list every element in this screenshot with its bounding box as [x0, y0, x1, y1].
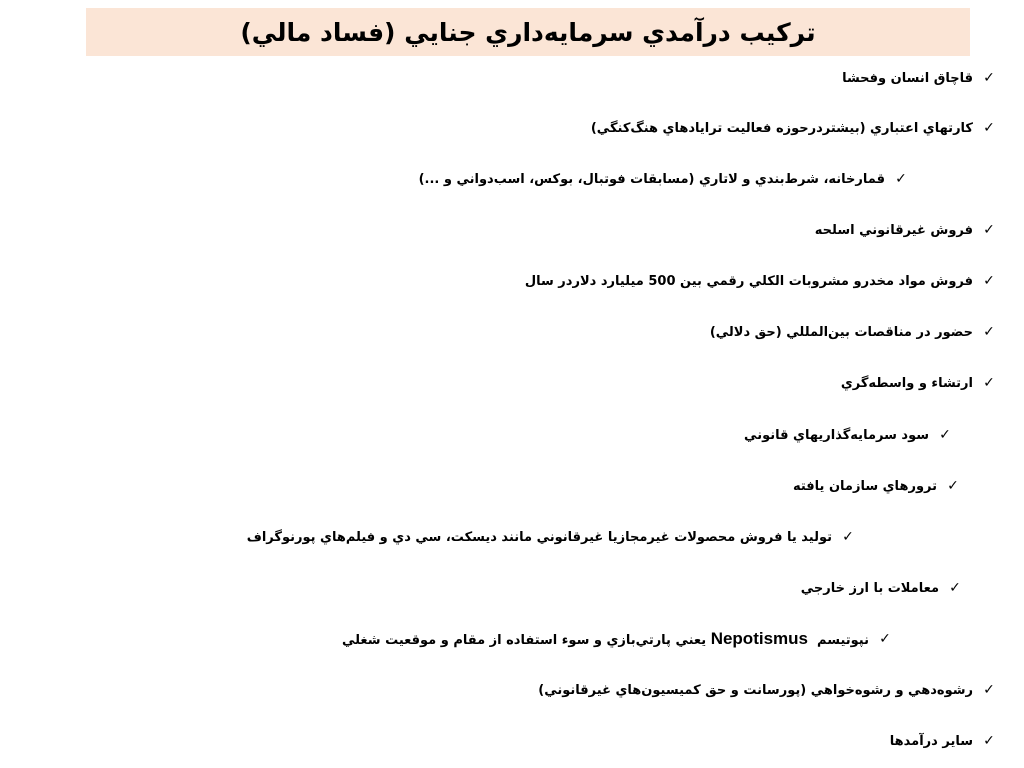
- checkmark-icon: ✓: [949, 580, 961, 596]
- slide-title-bar: [86, 8, 970, 56]
- list-item-text: ترورهاي سازمان يافته: [792, 478, 937, 494]
- list-item-text: قمارخانه، شرط‌بندي و لاتاري (مسابقات فوتبال، بوكس، اسب‌دواني و ...): [418, 171, 885, 187]
- list-item: [0, 524, 856, 550]
- checkmark-icon: ✓: [947, 478, 959, 494]
- list-item-text: كارتهاي اعتباري (بيشتردرحوزه فعاليت ترايادهاي هنگ‌كنگي): [590, 120, 973, 136]
- checkmark-icon: ✓: [939, 427, 951, 443]
- checkmark-icon: ✓: [842, 529, 854, 545]
- list-item-text: فروش غيرقانوني اسلحه: [814, 222, 973, 238]
- list-item: [0, 115, 997, 141]
- checkmark-icon: ✓: [983, 324, 995, 340]
- list-item: [0, 319, 997, 345]
- checkmark-icon: ✓: [895, 171, 907, 187]
- list-item-text: ارتشاء و واسطه‌گري: [840, 375, 973, 391]
- list-item-text: رشوه‌دهي و رشوه‌خواهي (پورسانت و حق كميسيون‌هاي غيرقانوني): [538, 682, 973, 698]
- list-item-text-part: نپوتيسم: [817, 633, 869, 648]
- list-item: [0, 422, 953, 448]
- list-item: [0, 677, 997, 703]
- list-item-text: حضور در مناقصات بين‌المللي (حق دلالي): [709, 324, 973, 340]
- list-item: [0, 268, 997, 294]
- list-item-text: [342, 629, 869, 649]
- list-item-text-part: يعني پارتي‌بازي و سوء استفاده از مقام و موقعيت شغلي: [341, 633, 707, 648]
- list-item: [0, 473, 961, 499]
- checkmark-icon: ✓: [983, 682, 995, 698]
- list-item-text: معاملات با ارز خارجي: [800, 580, 939, 596]
- checkmark-icon: ✓: [879, 631, 891, 647]
- list-item-text: توليد يا فروش محصولات غيرمجازيا غيرقانوني مانند ديسكت، سي دي و فيلم‌هاي پورنوگراف: [246, 529, 832, 545]
- list-item: [0, 65, 997, 91]
- checkmark-icon: ✓: [983, 222, 995, 238]
- list-item-text: قاچاق انسان وفحشا: [842, 70, 973, 86]
- checkmark-icon: ✓: [983, 733, 995, 749]
- list-item: [0, 370, 997, 396]
- list-item: [0, 575, 963, 601]
- list-item: [0, 626, 893, 652]
- list-item-text: ساير درآمدها: [889, 733, 973, 749]
- latin-term: Nepotismus: [710, 629, 808, 648]
- list-item: [0, 217, 997, 243]
- list-item: [0, 728, 997, 754]
- checkmark-icon: ✓: [983, 273, 995, 289]
- list-item-text: فروش مواد مخدرو مشروبات الكلي رقمي بين 500 ميليارد دلاردر سال: [524, 273, 973, 289]
- slide-title: تركيب درآمدي سرمايه‌داري جنايي (فساد مالي): [240, 17, 816, 47]
- checkmark-icon: ✓: [983, 375, 995, 391]
- list-item-text: سود سرمايه‌گذاريهاي قانوني: [744, 427, 929, 443]
- list-item: [0, 166, 909, 192]
- checkmark-icon: ✓: [983, 70, 995, 86]
- checkmark-icon: ✓: [983, 120, 995, 136]
